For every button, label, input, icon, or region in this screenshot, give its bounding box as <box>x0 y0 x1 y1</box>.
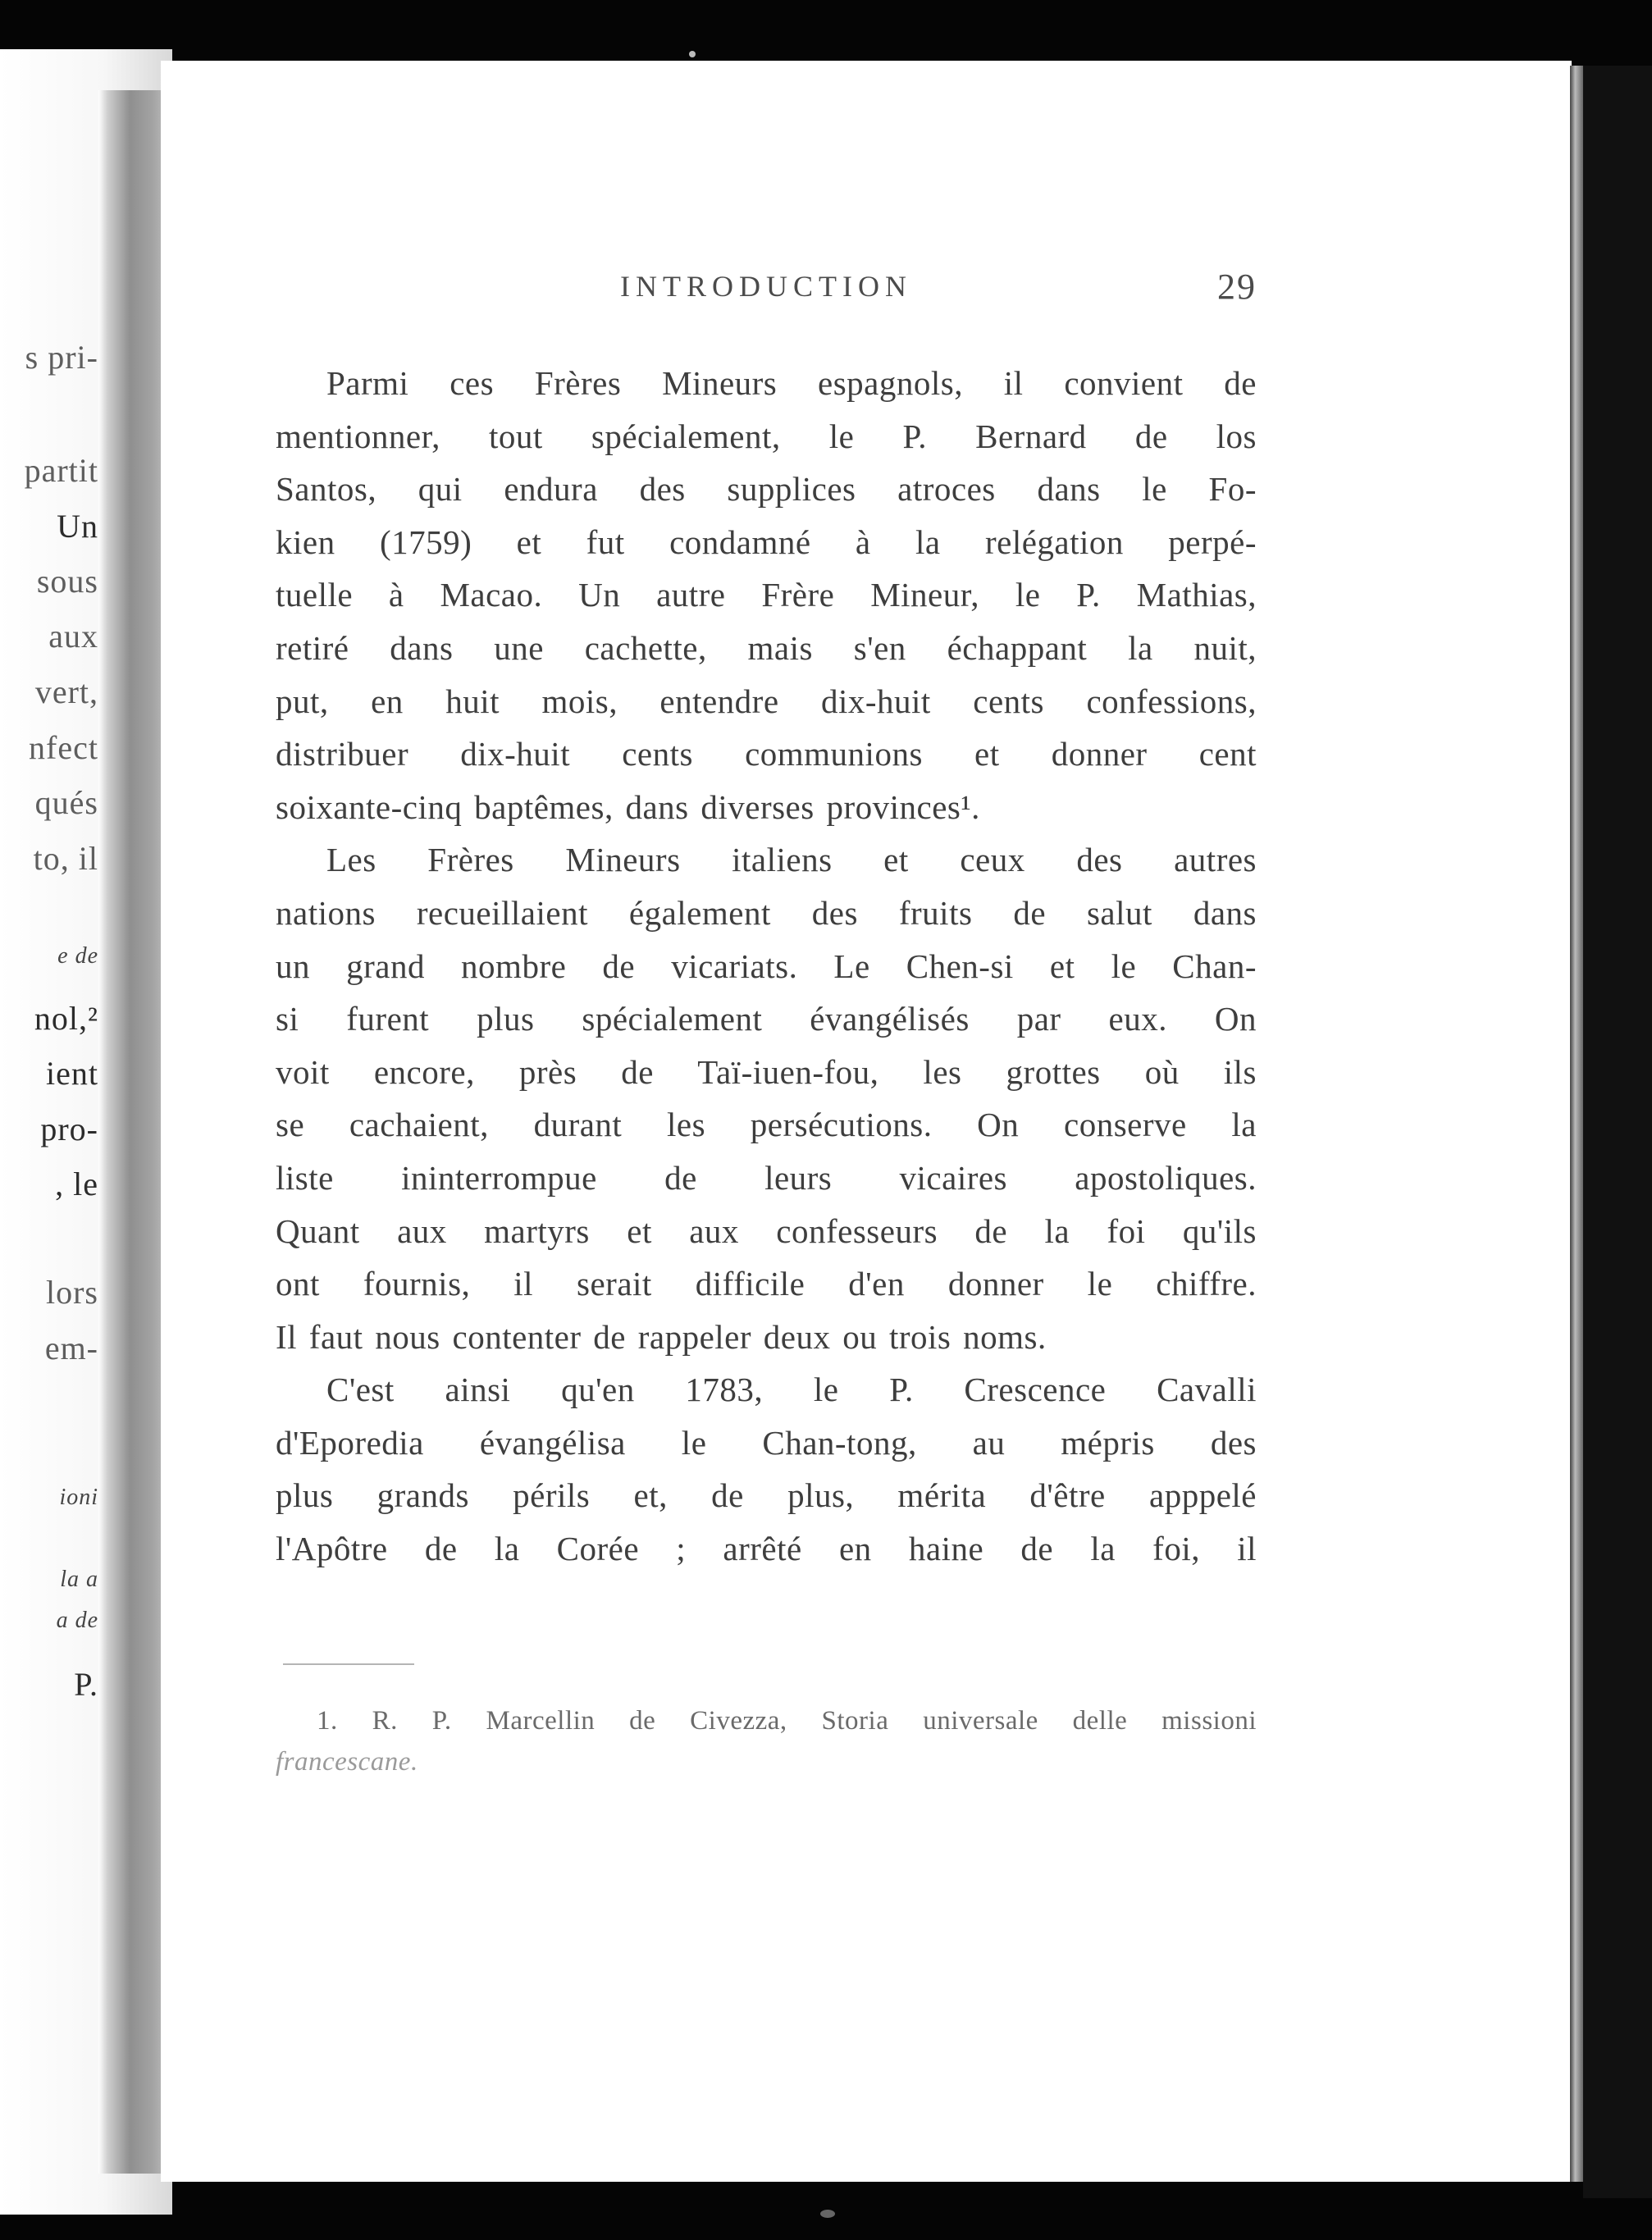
text-line: un grand nombre de vicariats. Le Chen-si et le Chan- <box>276 947 1257 985</box>
footnote-divider <box>283 1663 414 1665</box>
left-page-fragment: la a <box>60 1567 98 1592</box>
footnote-line: 1. R. P. Marcellin de Civezza, Storia universale delle missioni <box>317 1706 1257 1736</box>
body-text <box>276 357 1257 1576</box>
text-line: retiré dans une cachette, mais s'en échappant la nuit, <box>276 628 1257 667</box>
left-page-fragment: partit <box>24 452 98 489</box>
text-line: mentionner, tout spécialement, le P. Bernard de los <box>276 417 1257 455</box>
left-page-fragment: e de <box>57 943 98 969</box>
scan-border <box>1583 66 1652 2198</box>
text-line: C'est ainsi qu'en 1783, le P. Crescence Cavalli <box>326 1371 1257 1409</box>
left-page-fragment: P. <box>74 1666 98 1703</box>
text-line: nations recueillaient également des fruits de salut dans <box>276 893 1257 932</box>
text-line: plus grands périls et, de plus, mérita d'être apppelé <box>276 1476 1257 1515</box>
text-line: Il faut nous contenter de rappeler deux ou trois noms. <box>276 1317 1047 1356</box>
text-line: Quant aux martyrs et aux confesseurs de la foi qu'ils <box>276 1211 1257 1250</box>
left-page-fragment: aux <box>48 618 98 655</box>
left-page-fragment: ioni <box>59 1485 98 1510</box>
running-title: INTRODUCTION <box>620 270 912 303</box>
text-line: si furent plus spécialement évangélisés par eux. On <box>276 1000 1257 1038</box>
scan-speck <box>689 51 696 57</box>
left-page-fragment: vert, <box>34 673 98 710</box>
page-number: 29 <box>1217 267 1257 307</box>
page-stack-edge <box>1570 66 1583 2182</box>
text-line: l'Apôtre de la Corée ; arrêté en haine de la foi, il <box>276 1530 1257 1568</box>
left-page-fragment: s pri- <box>25 339 98 376</box>
footnotes <box>276 1700 1257 1782</box>
footnote-line: francescane. <box>276 1747 418 1777</box>
left-page-fragment: to, il <box>33 840 98 877</box>
text-line: tuelle à Macao. Un autre Frère Mineur, le P. Mathias, <box>276 576 1257 614</box>
text-line: kien (1759) et fut condamné à la relégation perpé- <box>276 522 1257 561</box>
text-line: Santos, qui endura des supplices atroces dans le Fo- <box>276 470 1257 509</box>
left-page-fragment: pro- <box>40 1111 98 1147</box>
text-line: Parmi ces Frères Mineurs espagnols, il convient de <box>326 364 1257 402</box>
text-line: ont fournis, il serait difficile d'en donner le chiffre. <box>276 1265 1257 1303</box>
left-page-fragment: lors <box>46 1274 98 1311</box>
left-page-fragment: ient <box>46 1055 98 1092</box>
left-page-fragment: qués <box>34 784 98 821</box>
text-line: se cachaient, durant les persécutions. On conserve la <box>276 1106 1257 1144</box>
left-page-fragment: em- <box>44 1330 98 1366</box>
left-page-fragment: sous <box>36 563 98 600</box>
scan-speck <box>820 2210 835 2218</box>
text-line: d'Eporedia évangélisa le Chan-tong, au mépris des <box>276 1423 1257 1462</box>
text-line: Les Frères Mineurs italiens et ceux des autres <box>326 841 1257 879</box>
text-line: voit encore, près de Taï-iuen-fou, les grottes où ils <box>276 1052 1257 1091</box>
text-line: liste ininterrompue de leurs vicaires apostoliques. <box>276 1158 1257 1197</box>
text-line: soixante-cinq baptêmes, dans diverses provinces¹. <box>276 787 980 826</box>
left-page-fragment: nfect <box>29 729 98 766</box>
left-page-fragment: a de <box>56 1608 98 1633</box>
page-header <box>276 266 1257 307</box>
left-page-fragment: Un <box>57 508 98 545</box>
text-line: distribuer dix-huit cents communions et donner cent <box>276 735 1257 773</box>
left-page-fragment: nol,² <box>34 1000 98 1037</box>
left-page-fragment: , le <box>55 1166 98 1202</box>
text-line: put, en huit mois, entendre dix-huit cents confessions, <box>276 682 1257 720</box>
